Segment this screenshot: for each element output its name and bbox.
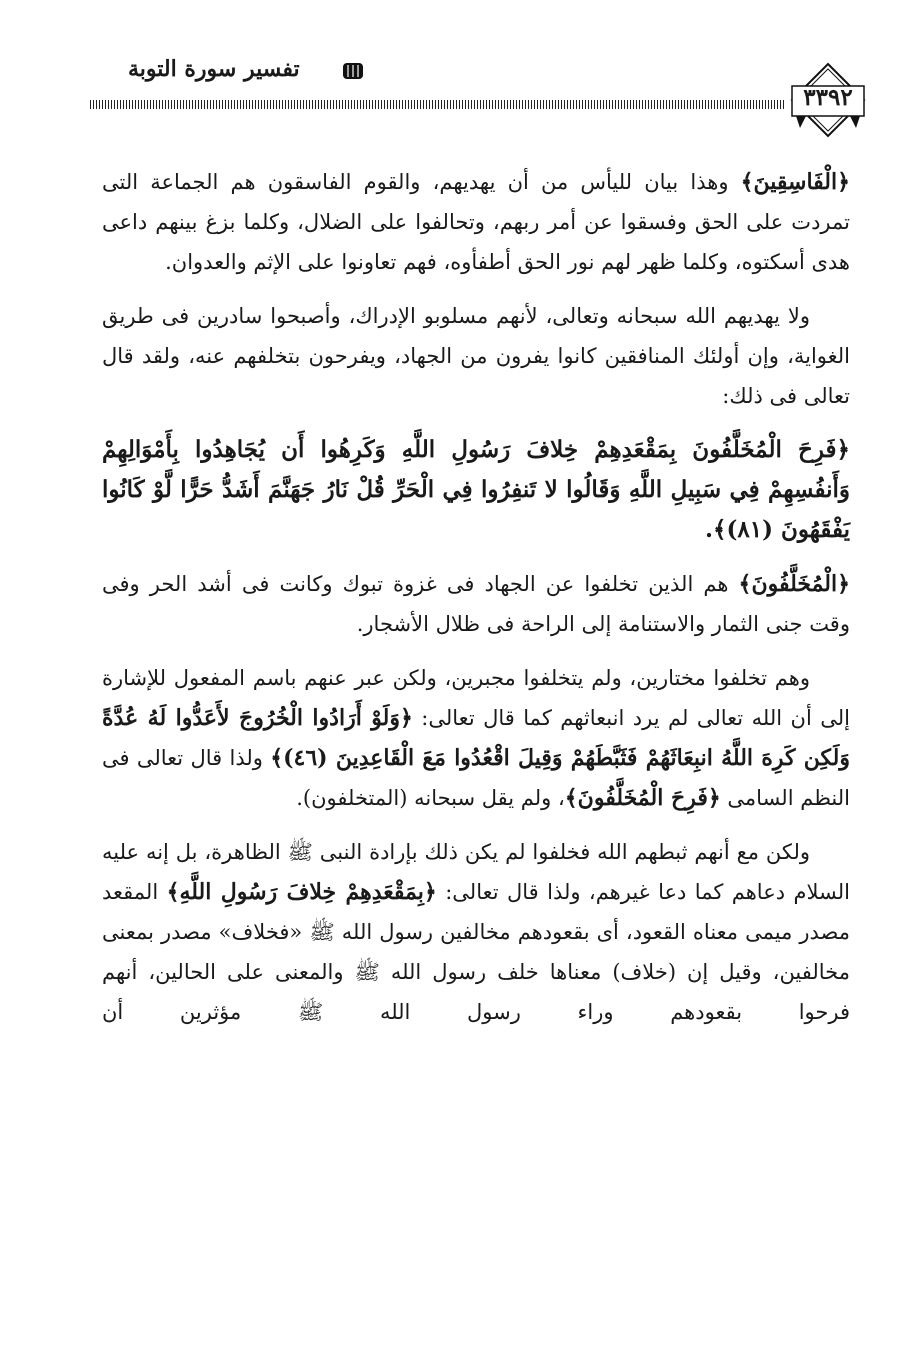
paragraph-text: وهم تخلفوا مختارين، ولم يتخلفوا مجبرين، ولكن عبر عنهم باسم المفعول للإشارة إلى أن الله تعالى لم يرد انبعاثهم كما قال تعالى: (102, 666, 850, 730)
quran-quote: ﴿فَرِحَ الْمُخَلَّفُونَ﴾ (564, 785, 721, 811)
paragraph-text: المقعد مصدر ميمى معناه القعود، أى بقعودهم مخالفين رسول الله ﷺ «فخلاف» مصدر بمعنى مخالفين، وقيل إن (خلاف) معناها خلف رسول الله ﷺ والمعنى على الحالين، أنهم فرحوا بقعودهم وراء رسول الله ﷺ مؤثرين أن (102, 880, 850, 1024)
quran-verse-81 (102, 430, 850, 550)
paragraph-text: هم الذين تخلفوا عن الجهاد فى غزوة تبوك وكانت فى أشد الحر وفى وقت جنى الثمار والاستنامة إلى الراحة فى ظلال الأشجار. (102, 572, 850, 636)
quran-quote: ﴿الْفَاسِقِينَ﴾ (740, 169, 850, 195)
ornament-icon (342, 62, 364, 80)
quran-quote: ﴿بِمَقْعَدِهِمْ خِلافَ رَسُولِ اللَّهِ﴾ (166, 879, 437, 905)
running-title: تفسير سورة التوبة (128, 56, 300, 82)
paragraph-text: وهذا بيان لليأس من أن يهديهم، والقوم الفاسقون هم الجماعة التى تمردت على الحق وفسقوا عن أمر ربهم، وتحالفوا على الضلال، وكلما بزغ بينهم داعى هدى أسكتوه، وكلما ظهر لهم نور الحق أطفأوه، فهم تعاونوا على الإثم والعدوان. (102, 170, 850, 274)
header-rule (90, 100, 784, 109)
page-number-badge (790, 62, 866, 144)
quran-quote: ﴿وَلَوْ أَرَادُوا الْخُرُوجَ لأَعَدُّوا لَهُ عُدَّةً وَلَكِن كَرِهَ اللَّهُ انبِعَاثَهُمْ فَثَبَّطَهُمْ وَقِيلَ اقْعُدُوا مَعَ الْقَاعِدِينَ (٤٦)﴾ (102, 705, 850, 771)
verse-end: . (704, 516, 713, 543)
quran-quote: ﴿فَرِحَ الْمُخَلَّفُونَ بِمَقْعَدِهِمْ خِلافَ رَسُولِ اللَّهِ وَكَرِهُوا أَن يُجَاهِدُوا بِأَمْوَالِهِمْ وَأَنفُسِهِمْ فِي سَبِيلِ اللَّهِ وَقَالُوا لا تَنفِرُوا فِي الْحَرِّ قُلْ نَارُ جَهَنَّمَ أَشَدُّ حَرًّا لَّوْ كَانُوا يَفْقَهُونَ (٨١)﴾ (102, 436, 851, 543)
paragraph-5 (102, 658, 850, 818)
main-text (102, 162, 850, 1046)
paragraph-2: ولا يهديهم الله سبحانه وتعالى، لأنهم مسلوبو الإدراك، وأصبحوا سادرين فى طريق الغواية، وإن أولئك المنافقين كانوا يفرون من الجهاد، ويفرحون بتخلفهم عنه، ولقد قال تعالى فى ذلك: (102, 304, 850, 408)
page-number: ٣٣٩٢ (803, 84, 853, 111)
paragraph-4 (102, 564, 850, 644)
page-header (90, 52, 860, 142)
paragraph-6 (102, 832, 850, 1032)
paragraph-text: ولذا قال تعالى فى النظم السامى (102, 746, 850, 810)
paragraph-1 (102, 162, 850, 282)
paragraph-text: ولكن مع أنهم ثبطهم الله فخلفوا لم يكن ذلك بإرادة النبى ﷺ الظاهرة، بل إنه عليه السلام دعاهم كما دعا غيرهم، ولذا قال تعالى: (102, 840, 851, 904)
quran-quote: ﴿الْمُخَلَّفُونَ﴾ (738, 571, 850, 597)
paragraph-text: ، ولم يقل سبحانه (المتخلفون). (296, 786, 565, 810)
